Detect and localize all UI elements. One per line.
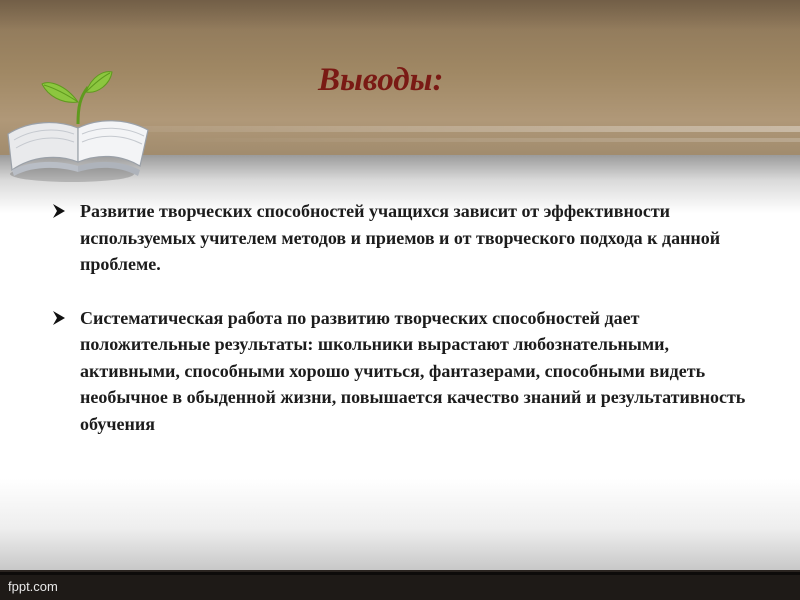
footer-bar [0, 572, 800, 600]
slide-title: Выводы: [318, 62, 444, 98]
bullet-list [50, 198, 765, 464]
watermark-text: fppt.com [8, 579, 58, 594]
bullet-item [50, 198, 765, 278]
bullet-text: Систематическая работа по развитию творческих способностей дает положительные результаты: школьники вырастают любознательными, активными, способными хорошо учиться, фантазерами, способными видеть необычное в обыденной жизни, повышается качество знаний и результативность обучения [80, 307, 746, 434]
arrow-bullet-icon [52, 310, 66, 326]
open-book-with-sprout-icon [0, 62, 160, 187]
bullet-text: Развитие творческих способностей учащихся зависит от эффективности используемых учителем методов и приемов и от творческого подхода к данной проблеме. [80, 201, 721, 274]
bullet-item [50, 305, 765, 438]
arrow-bullet-icon [52, 203, 66, 219]
